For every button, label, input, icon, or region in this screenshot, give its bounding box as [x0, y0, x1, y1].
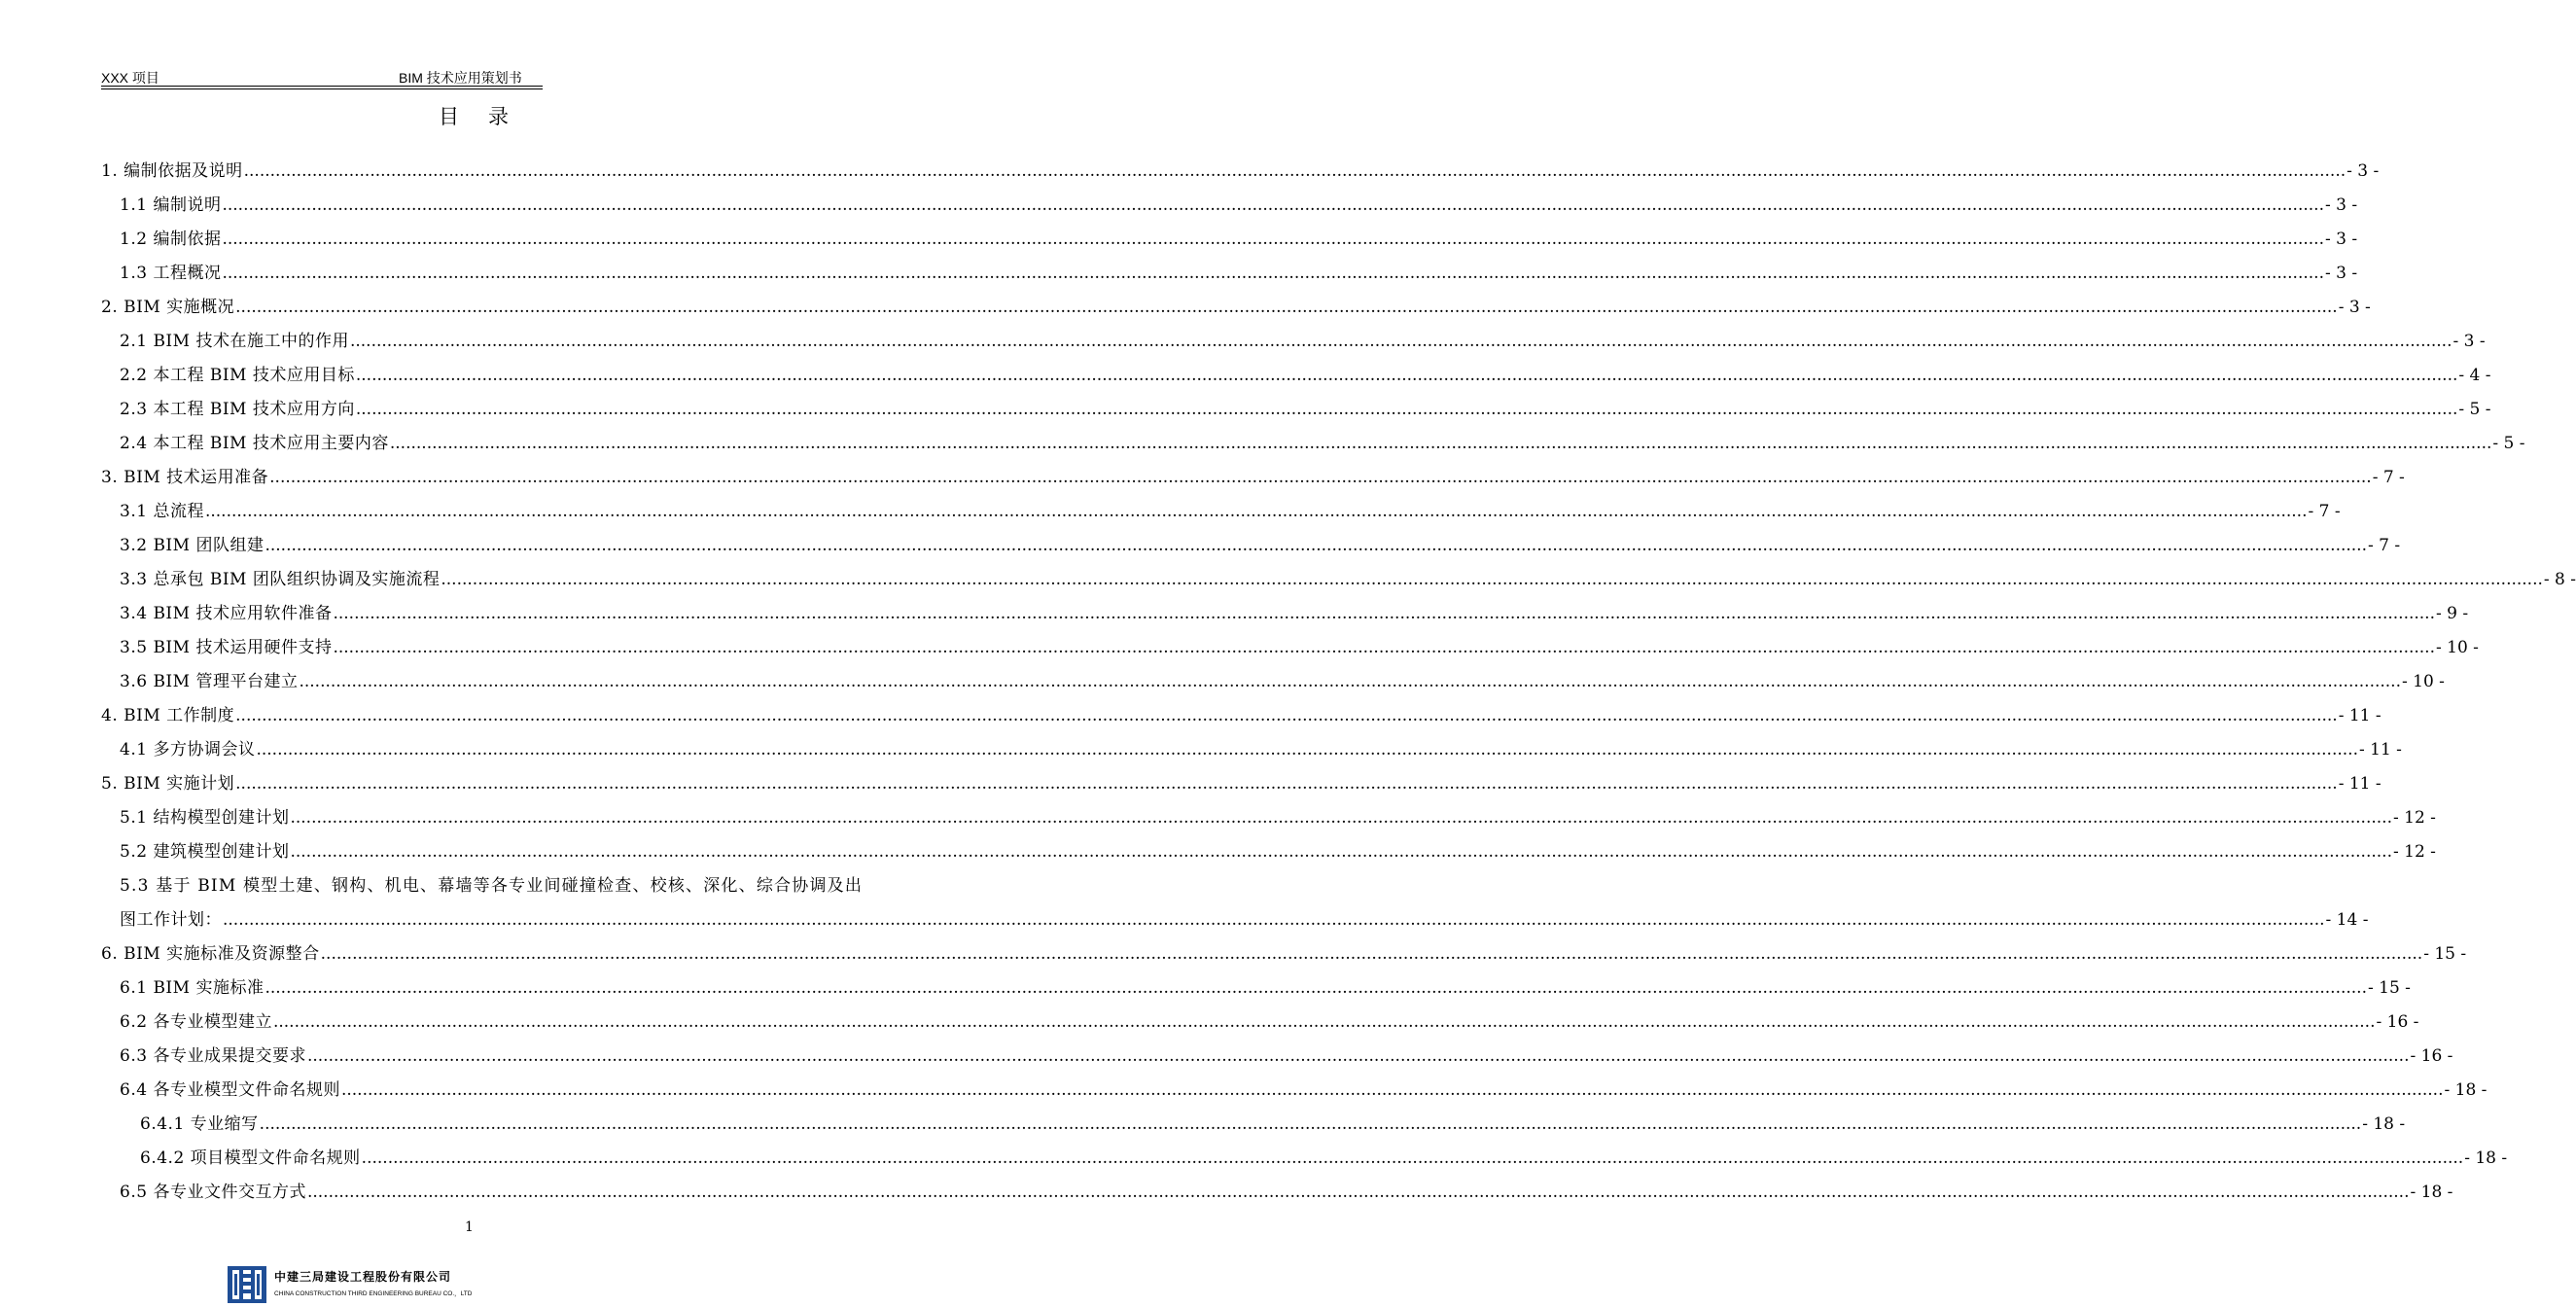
toc-entry[interactable] [101, 532, 2401, 566]
toc-entry[interactable] [101, 158, 2380, 192]
toc-leader-dots: ................................................................................................................................................................................................................................................................................................................................................................................................................ [320, 944, 2423, 964]
toc-entry-text: 图工作计划： [120, 910, 222, 930]
toc-entry[interactable] [101, 464, 2405, 498]
toc-entry[interactable] [101, 1042, 2453, 1077]
toc-leader-dots: ................................................................................................................................................................................................................................................................................................................................................................................................................ [235, 706, 2338, 725]
toc-page-number: - 3 - [2347, 161, 2380, 181]
toc-entry-text: 1.3 工程概况 [120, 264, 222, 283]
toc-entry[interactable] [101, 566, 2576, 600]
toc-entry-text: 3.3 总承包 BIM 团队组织协调及实施流程 [120, 570, 441, 589]
toc-page-number: - 7 - [2372, 468, 2405, 487]
toc-entry-text: 4.1 多方协调会议 [120, 740, 256, 759]
page-number: 1 [465, 1219, 474, 1235]
toc-entry[interactable] [101, 328, 2486, 362]
toc-entry-text: 5.3 基于 BIM 模型土建、钢构、机电、幕墙等各专业间碰撞检查、校核、深化、综合协调及出 [120, 876, 864, 896]
toc-page-number: - 15 - [2368, 978, 2411, 998]
toc-page-number: - 18 - [2410, 1183, 2453, 1202]
header-rule [101, 88, 543, 89]
toc-page-number: - 18 - [2464, 1148, 2508, 1168]
toc-entry-text: 1.1 编制说明 [120, 195, 222, 215]
toc-entry[interactable] [101, 294, 2371, 328]
toc-entry-text: 2.1 BIM 技术在施工中的作用 [120, 332, 349, 351]
toc-page-number: - 3 - [2452, 332, 2486, 351]
toc-entry[interactable] [101, 362, 2491, 396]
toc-entry[interactable] [101, 736, 2402, 770]
toc-entry-text: 6.3 各专业成果提交要求 [120, 1046, 306, 1066]
toc-entry[interactable] [101, 498, 2341, 532]
toc-page-number: - 18 - [2362, 1114, 2406, 1134]
toc-entry-text: 1.2 编制依据 [120, 230, 222, 249]
toc-entry-text: 3.6 BIM 管理平台建立 [120, 672, 299, 691]
toc-leader-dots: ................................................................................................................................................................................................................................................................................................................................................................................................................ [222, 195, 2324, 215]
toc-leader-dots: ................................................................................................................................................................................................................................................................................................................................................................................................................ [222, 230, 2324, 249]
toc-page-number: - 10 - [2436, 638, 2479, 657]
toc-leader-dots: ................................................................................................................................................................................................................................................................................................................................................................................................................ [235, 774, 2338, 794]
toc-entry[interactable] [101, 974, 2411, 1008]
toc-leader-dots: ................................................................................................................................................................................................................................................................................................................................................................................................................ [306, 1183, 2410, 1202]
toc-entry-text: 6. BIM 实施标准及资源整合 [101, 944, 320, 964]
toc-entry-text: 6.2 各专业模型建立 [120, 1012, 272, 1032]
toc-page-number: - 11 - [2338, 706, 2382, 725]
toc-leader-dots: ................................................................................................................................................................................................................................................................................................................................................................................................................ [204, 502, 2308, 521]
toc-leader-dots: ................................................................................................................................................................................................................................................................................................................................................................................................................ [235, 298, 2338, 317]
toc-entry[interactable] [101, 430, 2525, 464]
toc-leader-dots: ................................................................................................................................................................................................................................................................................................................................................................................................................ [290, 808, 2392, 828]
toc-entry[interactable] [101, 1111, 2406, 1145]
toc-entry[interactable] [101, 770, 2382, 804]
toc-entry-text: 3.1 总流程 [120, 502, 204, 521]
toc-entry[interactable] [101, 634, 2479, 668]
toc-entry[interactable] [101, 1077, 2488, 1111]
toc-page-number: - 5 - [2492, 434, 2525, 453]
toc-page-number: - 14 - [2325, 910, 2369, 930]
toc-page-number: - 15 - [2423, 944, 2467, 964]
toc-page-number: - 3 - [2338, 298, 2371, 317]
toc-page-number: - 16 - [2410, 1046, 2453, 1066]
toc-leader-dots: ................................................................................................................................................................................................................................................................................................................................................................................................................ [290, 842, 2392, 862]
toc-entry[interactable] [101, 940, 2467, 974]
toc-entry[interactable] [101, 668, 2445, 702]
toc-entry[interactable] [101, 192, 2358, 226]
toc-leader-dots: ................................................................................................................................................................................................................................................................................................................................................................................................................ [306, 1046, 2410, 1066]
toc-leader-dots: ................................................................................................................................................................................................................................................................................................................................................................................................................ [243, 161, 2347, 181]
toc-entry-text: 2.2 本工程 BIM 技术应用目标 [120, 366, 355, 385]
toc-entry-text: 5. BIM 实施计划 [101, 774, 235, 794]
toc-entry[interactable] [101, 396, 2491, 430]
toc-leader-dots: ................................................................................................................................................................................................................................................................................................................................................................................................................ [265, 536, 2367, 555]
toc-page-number: - 8 - [2543, 570, 2576, 589]
toc-entry-text: 2.3 本工程 BIM 技术应用方向 [120, 400, 355, 419]
toc-entry[interactable] [101, 1145, 2508, 1179]
toc-leader-dots: ................................................................................................................................................................................................................................................................................................................................................................................................................ [272, 1012, 2376, 1032]
toc-page-number: - 5 - [2458, 400, 2491, 419]
toc-leader-dots: ................................................................................................................................................................................................................................................................................................................................................................................................................ [355, 366, 2458, 385]
toc-entry[interactable] [101, 838, 2436, 872]
toc-entry-text: 4. BIM 工作制度 [101, 706, 235, 725]
toc-leader-dots: ................................................................................................................................................................................................................................................................................................................................................................................................................ [389, 434, 2492, 453]
toc-leader-dots: ................................................................................................................................................................................................................................................................................................................................................................................................................ [222, 264, 2324, 283]
toc-entry-text: 5.2 建筑模型创建计划 [120, 842, 290, 862]
toc-leader-dots: ................................................................................................................................................................................................................................................................................................................................................................................................................ [269, 468, 2372, 487]
company-name-en: CHINA CONSTRUCTION THIRD ENGINEERING BUREAU CO.，LTD [274, 1290, 473, 1297]
toc-entry-text: 6.5 各专业文件交互方式 [120, 1183, 306, 1202]
toc-page-number: - 3 - [2324, 195, 2358, 215]
toc-page-number: - 12 - [2392, 808, 2436, 828]
header-document-title: BIM 技术应用策划书 [399, 70, 522, 86]
toc-leader-dots: ................................................................................................................................................................................................................................................................................................................................................................................................................ [355, 400, 2458, 419]
toc-entry-text: 3.2 BIM 团队组建 [120, 536, 265, 555]
toc-leader-dots: ................................................................................................................................................................................................................................................................................................................................................................................................................ [333, 604, 2435, 623]
toc-leader-dots: ................................................................................................................................................................................................................................................................................................................................................................................................................ [259, 1114, 2362, 1134]
toc-leader-dots: ................................................................................................................................................................................................................................................................................................................................................................................................................ [265, 978, 2367, 998]
toc-leader-dots: ................................................................................................................................................................................................................................................................................................................................................................................................................ [256, 740, 2358, 759]
toc-entry-text: 6.4 各专业模型文件命名规则 [120, 1080, 340, 1100]
company-logo-icon [228, 1266, 266, 1303]
toc-leader-dots: ................................................................................................................................................................................................................................................................................................................................................................................................................ [299, 672, 2401, 691]
toc-page-number: - 10 - [2402, 672, 2445, 691]
toc-entry-text: 3.5 BIM 技术运用硬件支持 [120, 638, 333, 657]
toc-entry-text: 2.4 本工程 BIM 技术应用主要内容 [120, 434, 389, 453]
header-project-name: XXX 项目 [101, 70, 159, 86]
toc-entry[interactable] [101, 804, 2436, 838]
toc-entry[interactable] [101, 1008, 2419, 1042]
toc-entry-text: 6.4.2 项目模型文件命名规则 [140, 1148, 361, 1168]
toc-entry-text: 6.4.1 专业缩写 [140, 1114, 259, 1134]
toc-page-number: - 9 - [2436, 604, 2469, 623]
toc-entry-text: 3.4 BIM 技术应用软件准备 [120, 604, 333, 623]
toc-page-number: - 7 - [2308, 502, 2341, 521]
toc-title: 目录 [439, 105, 538, 128]
table-of-contents [101, 158, 2576, 1213]
toc-entry-text: 1. 编制依据及说明 [101, 161, 243, 181]
toc-entry[interactable] [101, 1179, 2453, 1213]
toc-entry-text: 6.1 BIM 实施标准 [120, 978, 265, 998]
toc-entry-text: 3. BIM 技术运用准备 [101, 468, 269, 487]
toc-page-number: - 7 - [2368, 536, 2401, 555]
toc-entry[interactable] [101, 260, 2358, 294]
company-name-cn: 中建三局建设工程股份有限公司 [274, 1270, 452, 1284]
toc-page-number: - 3 - [2324, 230, 2358, 249]
toc-page-number: - 18 - [2444, 1080, 2488, 1100]
page-header [101, 68, 543, 88]
toc-entry[interactable] [101, 600, 2469, 634]
toc-entry[interactable] [101, 702, 2382, 736]
toc-leader-dots: ................................................................................................................................................................................................................................................................................................................................................................................................................ [333, 638, 2435, 657]
toc-leader-dots: ................................................................................................................................................................................................................................................................................................................................................................................................................ [340, 1080, 2444, 1100]
toc-leader-dots: ................................................................................................................................................................................................................................................................................................................................................................................................................ [441, 570, 2543, 589]
toc-page-number: - 12 - [2392, 842, 2436, 862]
toc-page-number: - 11 - [2358, 740, 2402, 759]
toc-leader-dots: ................................................................................................................................................................................................................................................................................................................................................................................................................ [361, 1148, 2464, 1168]
toc-entry[interactable] [101, 872, 2369, 940]
toc-entry-text: 5.1 结构模型创建计划 [120, 808, 290, 828]
toc-entry-text: 2. BIM 实施概况 [101, 298, 235, 317]
toc-page-number: - 3 - [2324, 264, 2358, 283]
header-rule [101, 86, 543, 87]
toc-page-number: - 16 - [2376, 1012, 2419, 1032]
toc-page-number: - 4 - [2458, 366, 2491, 385]
toc-leader-dots: ................................................................................................................................................................................................................................................................................................................................................................................................................ [223, 910, 2325, 930]
toc-entry[interactable] [101, 226, 2358, 260]
toc-page-number: - 11 - [2338, 774, 2382, 794]
toc-leader-dots: ................................................................................................................................................................................................................................................................................................................................................................................................................ [349, 332, 2452, 351]
